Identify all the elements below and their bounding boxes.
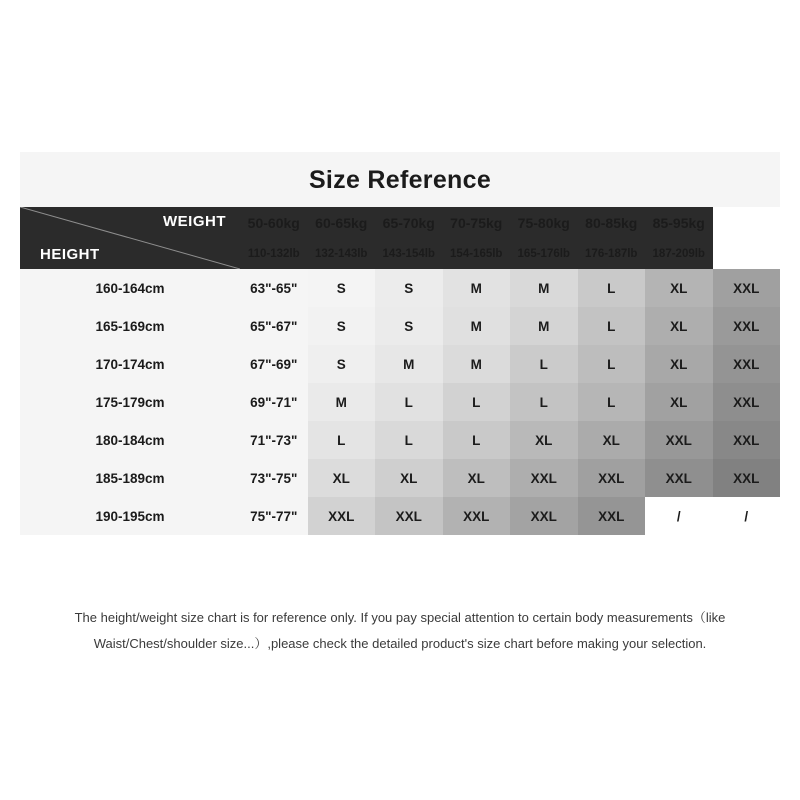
row-header-cm: 165-169cm — [20, 307, 240, 345]
size-cell: XXL — [443, 497, 511, 535]
table-row — [20, 497, 780, 535]
size-cell: M — [510, 269, 578, 307]
size-cell: XXL — [713, 269, 781, 307]
size-cell: M — [308, 383, 376, 421]
size-cell: XXL — [713, 459, 781, 497]
row-header-cm: 175-179cm — [20, 383, 240, 421]
size-cell: L — [510, 383, 578, 421]
column-header-kg: 75-80kg — [510, 207, 578, 238]
column-header-kg: 85-95kg — [645, 207, 713, 238]
size-cell: L — [578, 269, 646, 307]
column-header-kg: 80-85kg — [578, 207, 646, 238]
size-cell: XL — [308, 459, 376, 497]
size-cell: L — [375, 383, 443, 421]
size-cell: XL — [645, 269, 713, 307]
size-cell: XL — [443, 459, 511, 497]
row-header-inch: 65"-67" — [240, 307, 308, 345]
table-row — [20, 345, 780, 383]
column-header-lb: 132-143lb — [308, 238, 376, 269]
column-header-lb: 165-176lb — [510, 238, 578, 269]
size-cell: M — [443, 307, 511, 345]
row-header-inch: 69"-71" — [240, 383, 308, 421]
size-cell: XL — [578, 421, 646, 459]
weight-axis-label: WEIGHT — [163, 213, 226, 230]
table-row — [20, 459, 780, 497]
size-cell: S — [308, 269, 376, 307]
size-cell: S — [308, 307, 376, 345]
row-header-cm: 180-184cm — [20, 421, 240, 459]
row-header-inch: 75"-77" — [240, 497, 308, 535]
row-header-cm: 190-195cm — [20, 497, 240, 535]
size-cell: / — [645, 497, 713, 535]
size-cell: M — [443, 269, 511, 307]
page-title: Size Reference — [308, 166, 492, 194]
size-cell: L — [578, 307, 646, 345]
column-header-lb: 143-154lb — [375, 238, 443, 269]
size-cell: XXL — [578, 459, 646, 497]
size-cell: L — [578, 383, 646, 421]
size-cell: S — [308, 345, 376, 383]
column-header-lb: 154-165lb — [443, 238, 511, 269]
size-cell: M — [510, 307, 578, 345]
table-row — [20, 383, 780, 421]
size-cell: XL — [645, 345, 713, 383]
size-cell: XL — [645, 307, 713, 345]
size-cell: XXL — [713, 345, 781, 383]
column-header-lb: 110-132lb — [240, 238, 308, 269]
size-cell: S — [375, 269, 443, 307]
chart-title-bar — [20, 152, 780, 207]
size-cell: L — [578, 345, 646, 383]
size-cell: / — [713, 497, 781, 535]
size-cell: XXL — [375, 497, 443, 535]
size-chart-container — [20, 152, 780, 535]
size-cell: XL — [510, 421, 578, 459]
column-header-lb: 176-187lb — [578, 238, 646, 269]
column-header-kg: 65-70kg — [375, 207, 443, 238]
size-cell: M — [443, 345, 511, 383]
row-header-inch: 67"-69" — [240, 345, 308, 383]
size-cell: L — [308, 421, 376, 459]
disclaimer-note: The height/weight size chart is for reference only. If you pay special attention to certain body measurements（like Waist/Chest/shoulder size...）,please check the detailed product's size chart before making your selection. — [74, 610, 726, 651]
row-header-inch: 71"-73" — [240, 421, 308, 459]
height-axis-label: HEIGHT — [40, 246, 100, 263]
column-header-kg: 60-65kg — [308, 207, 376, 238]
size-cell: L — [510, 345, 578, 383]
size-cell: XL — [375, 459, 443, 497]
row-header-cm: 185-189cm — [20, 459, 240, 497]
size-cell: L — [375, 421, 443, 459]
row-header-cm: 160-164cm — [20, 269, 240, 307]
column-header-lb: 187-209lb — [645, 238, 713, 269]
size-cell: XXL — [510, 459, 578, 497]
size-cell: XXL — [308, 497, 376, 535]
column-header-kg: 70-75kg — [443, 207, 511, 238]
size-cell: XXL — [713, 307, 781, 345]
row-header-inch: 63"-65" — [240, 269, 308, 307]
table-row — [20, 421, 780, 459]
size-cell: S — [375, 307, 443, 345]
size-cell: XXL — [713, 383, 781, 421]
table-row — [20, 269, 780, 307]
row-header-cm: 170-174cm — [20, 345, 240, 383]
table-corner-header — [20, 207, 240, 269]
size-cell: L — [443, 383, 511, 421]
size-cell: XXL — [645, 459, 713, 497]
table-row — [20, 307, 780, 345]
size-cell: XXL — [713, 421, 781, 459]
column-header-kg: 50-60kg — [240, 207, 308, 238]
size-cell: XXL — [510, 497, 578, 535]
size-cell: XL — [645, 383, 713, 421]
size-cell: L — [443, 421, 511, 459]
size-cell: XXL — [645, 421, 713, 459]
row-header-inch: 73"-75" — [240, 459, 308, 497]
size-cell: M — [375, 345, 443, 383]
size-cell: XXL — [578, 497, 646, 535]
size-reference-table — [20, 207, 780, 535]
